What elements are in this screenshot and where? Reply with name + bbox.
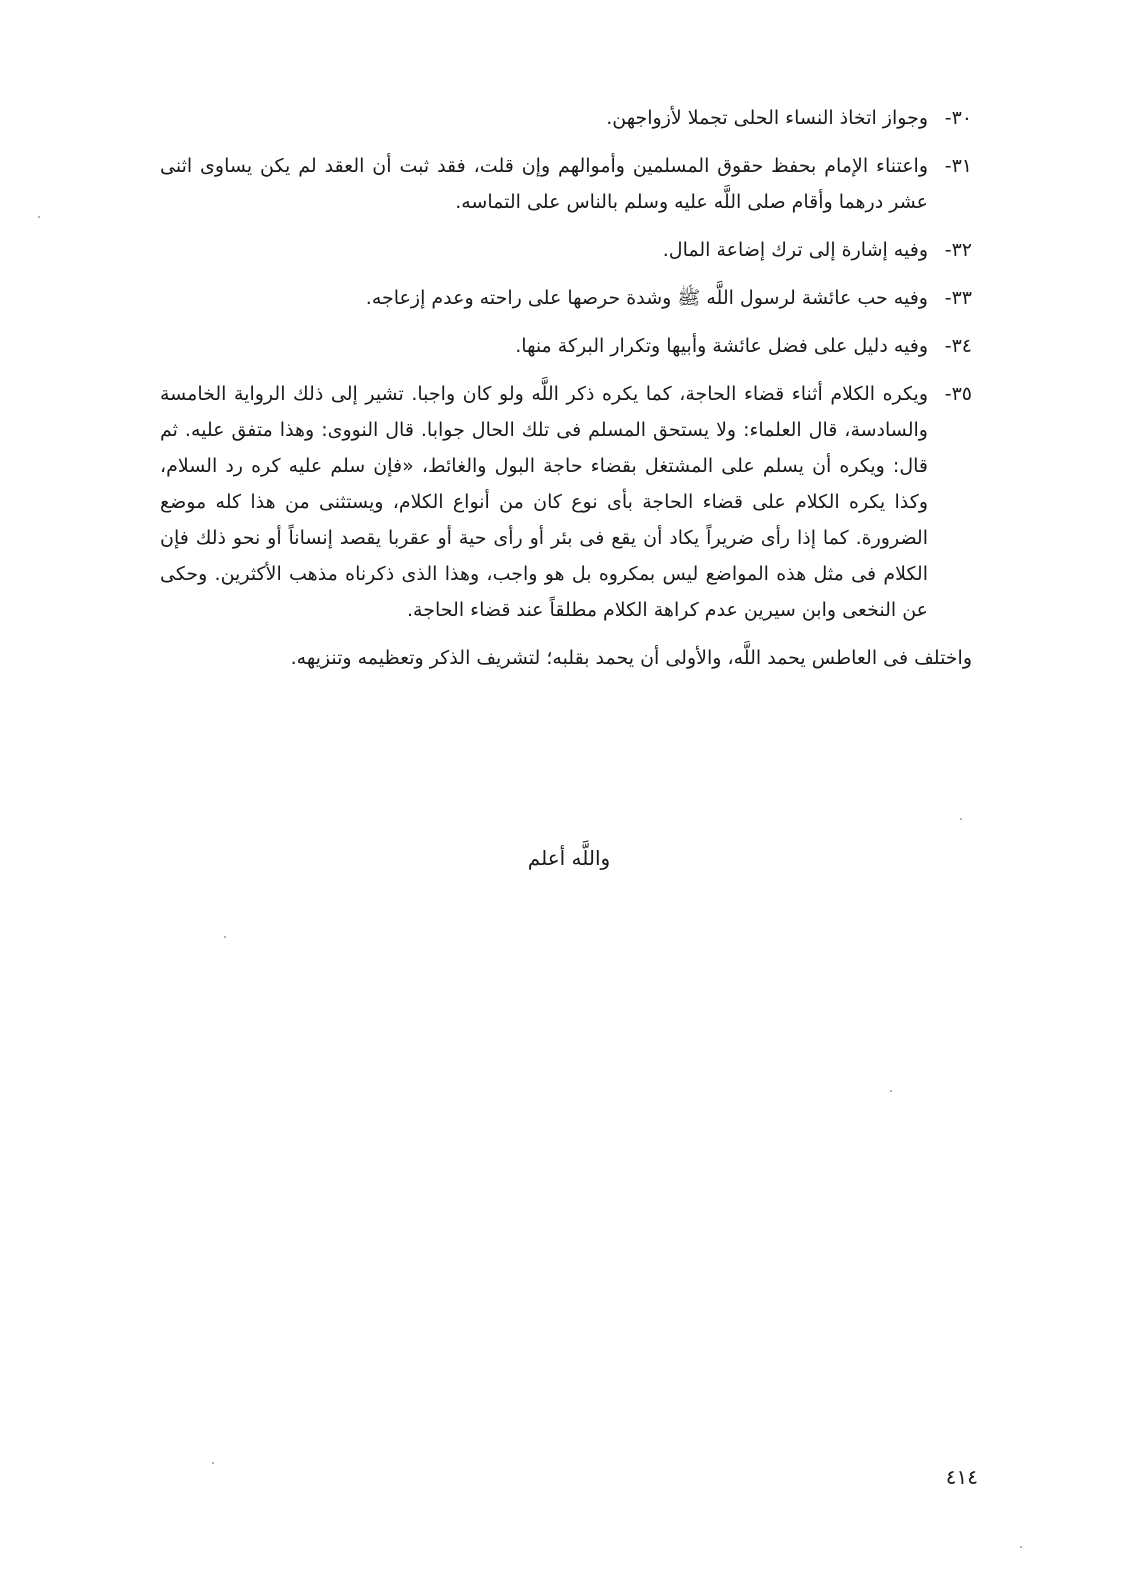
item-text: ويكره الكلام أثناء قضاء الحاجة، كما يكره ذكر اللَّه ولو كان واجبا. تشير إلى ذلك الرواية الخامسة والسادسة، قال العلماء: ولا يستحق المسلم فى تلك الحال جوابا. قال النووى: وهذا متفق عليه. ثم قال: ويكره أن يسلم على المشتغل بقضاء حاجة البول والغائط، «فإن سلم عليه كره رد السلام، وكذا يكره الكلام على قضاء الحاجة بأى نوع كان من أنواع الكلام، ويستثنى من هذا كله موضع الضرورة. كما إذا رأى ضريراً يكاد أن يقع فى بئر أو رأى حية أو عقربا يقصد إنساناً أو نحو ذلك فإن الكلام فى مثل هذه المواضع ليس بمكروه بل هو واجب، وهذا الذى ذكرناه مذهب الأكثرين. وحكى عن النخعى وابن سيرين عدم كراهة الكلام مطلقاً عند قضاء الحاجة. [160, 383, 928, 621]
list-item-32 [160, 232, 972, 268]
scan-speck [1020, 1546, 1022, 1548]
scan-speck [38, 216, 40, 218]
list-item-30 [160, 100, 972, 136]
item-number: ٣٥- [944, 383, 972, 405]
item-text: وفيه حب عائشة لرسول اللَّه ﷺ وشدة حرصها على راحته وعدم إزعاجه. [365, 287, 928, 309]
scan-speck [212, 1462, 214, 1464]
item-number: ٣٠- [944, 107, 972, 129]
item-text: وفيه دليل على فضل عائشة وأبيها وتكرار البركة منها. [515, 335, 928, 357]
item-number: ٣٢- [944, 239, 972, 261]
closing-phrase: واللَّه أعلم [527, 846, 611, 870]
list-item-33 [160, 280, 972, 316]
scan-speck [890, 1090, 892, 1092]
list-item-31 [160, 148, 972, 220]
item-text: واعتناء الإمام بحفظ حقوق المسلمين وأموالهم وإن قلت، فقد ثبت أن العقد لم يكن يساوى اثنى عشر درهما وأقام صلى اللَّه عليه وسلم بالناس على التماسه. [160, 155, 928, 213]
item-number: ٣٣- [944, 287, 972, 309]
scan-speck [224, 936, 226, 938]
item-number: ٣٤- [944, 335, 972, 357]
item-number: ٣١- [944, 155, 972, 177]
page-number: ٤١٤ [945, 1465, 978, 1489]
list-item-34 [160, 328, 972, 364]
scan-speck [960, 818, 962, 820]
closing-paragraph: واختلف فى العاطس يحمد اللَّه، والأولى أن يحمد بقلبه؛ لتشريف الذكر وتعظيمه وتنزيهه. [290, 647, 972, 669]
page-body [160, 100, 972, 676]
list-item-35 [160, 376, 972, 628]
item-text: وجواز اتخاذ النساء الحلى تجملا لأزواجهن. [606, 107, 928, 129]
item-text: وفيه إشارة إلى ترك إضاعة المال. [662, 239, 928, 261]
